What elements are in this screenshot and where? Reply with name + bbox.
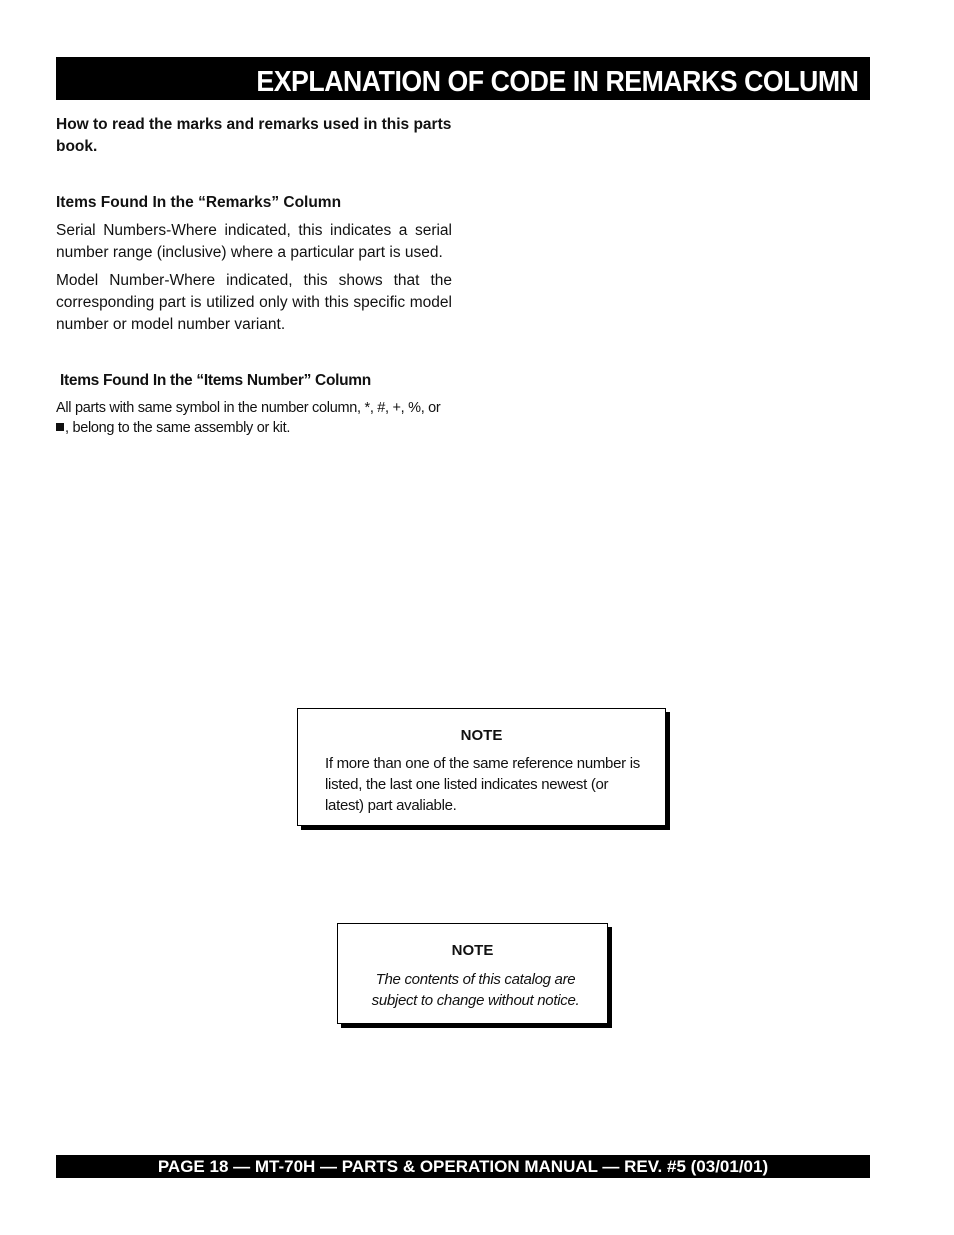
- note-box-reference-number: [297, 708, 666, 826]
- page-footer-text: PAGE 18 — MT-70H — PARTS & OPERATION MANUAL — REV. #5 (03/01/01): [157, 1157, 769, 1176]
- page-footer-bar: [56, 1155, 870, 1178]
- items-text-after: , belong to the same assembly or kit.: [65, 420, 291, 436]
- items-symbols-rest: , #, +, %, or: [369, 400, 441, 416]
- note-box-catalog-change: [337, 923, 608, 1024]
- items-symbols-paragraph: [56, 398, 452, 438]
- intro-text: How to read the marks and remarks used in this parts book.: [56, 116, 452, 155]
- serial-numbers-paragraph: Serial Numbers-Where indicated, this indicates a serial number range (inclusive) where a particular part is used.: [56, 222, 452, 261]
- page-title: EXPLANATION OF CODE IN REMARKS COLUMN: [255, 66, 858, 98]
- model-number-paragraph: Model Number-Where indicated, this shows that the corresponding part is utilized only with this specific model number or model number variant.: [56, 272, 452, 333]
- black-square-icon: [56, 423, 64, 431]
- remarks-section-heading: Items Found In the “Remarks” Column: [56, 194, 342, 211]
- page-title-bar: [56, 57, 870, 100]
- items-text-before: All parts with same symbol in the number column,: [56, 400, 365, 416]
- note-body: The contents of this catalog are subject to change without notice.: [371, 971, 580, 1009]
- note-title: NOTE: [451, 942, 494, 959]
- note-body: If more than one of the same reference number is listed, the last one listed indicates newest (or latest) part avaliable.: [325, 755, 640, 814]
- note-title: NOTE: [460, 727, 503, 744]
- items-section-heading: Items Found In the “Items Number” Column: [60, 372, 371, 389]
- star-symbol: *: [364, 400, 370, 416]
